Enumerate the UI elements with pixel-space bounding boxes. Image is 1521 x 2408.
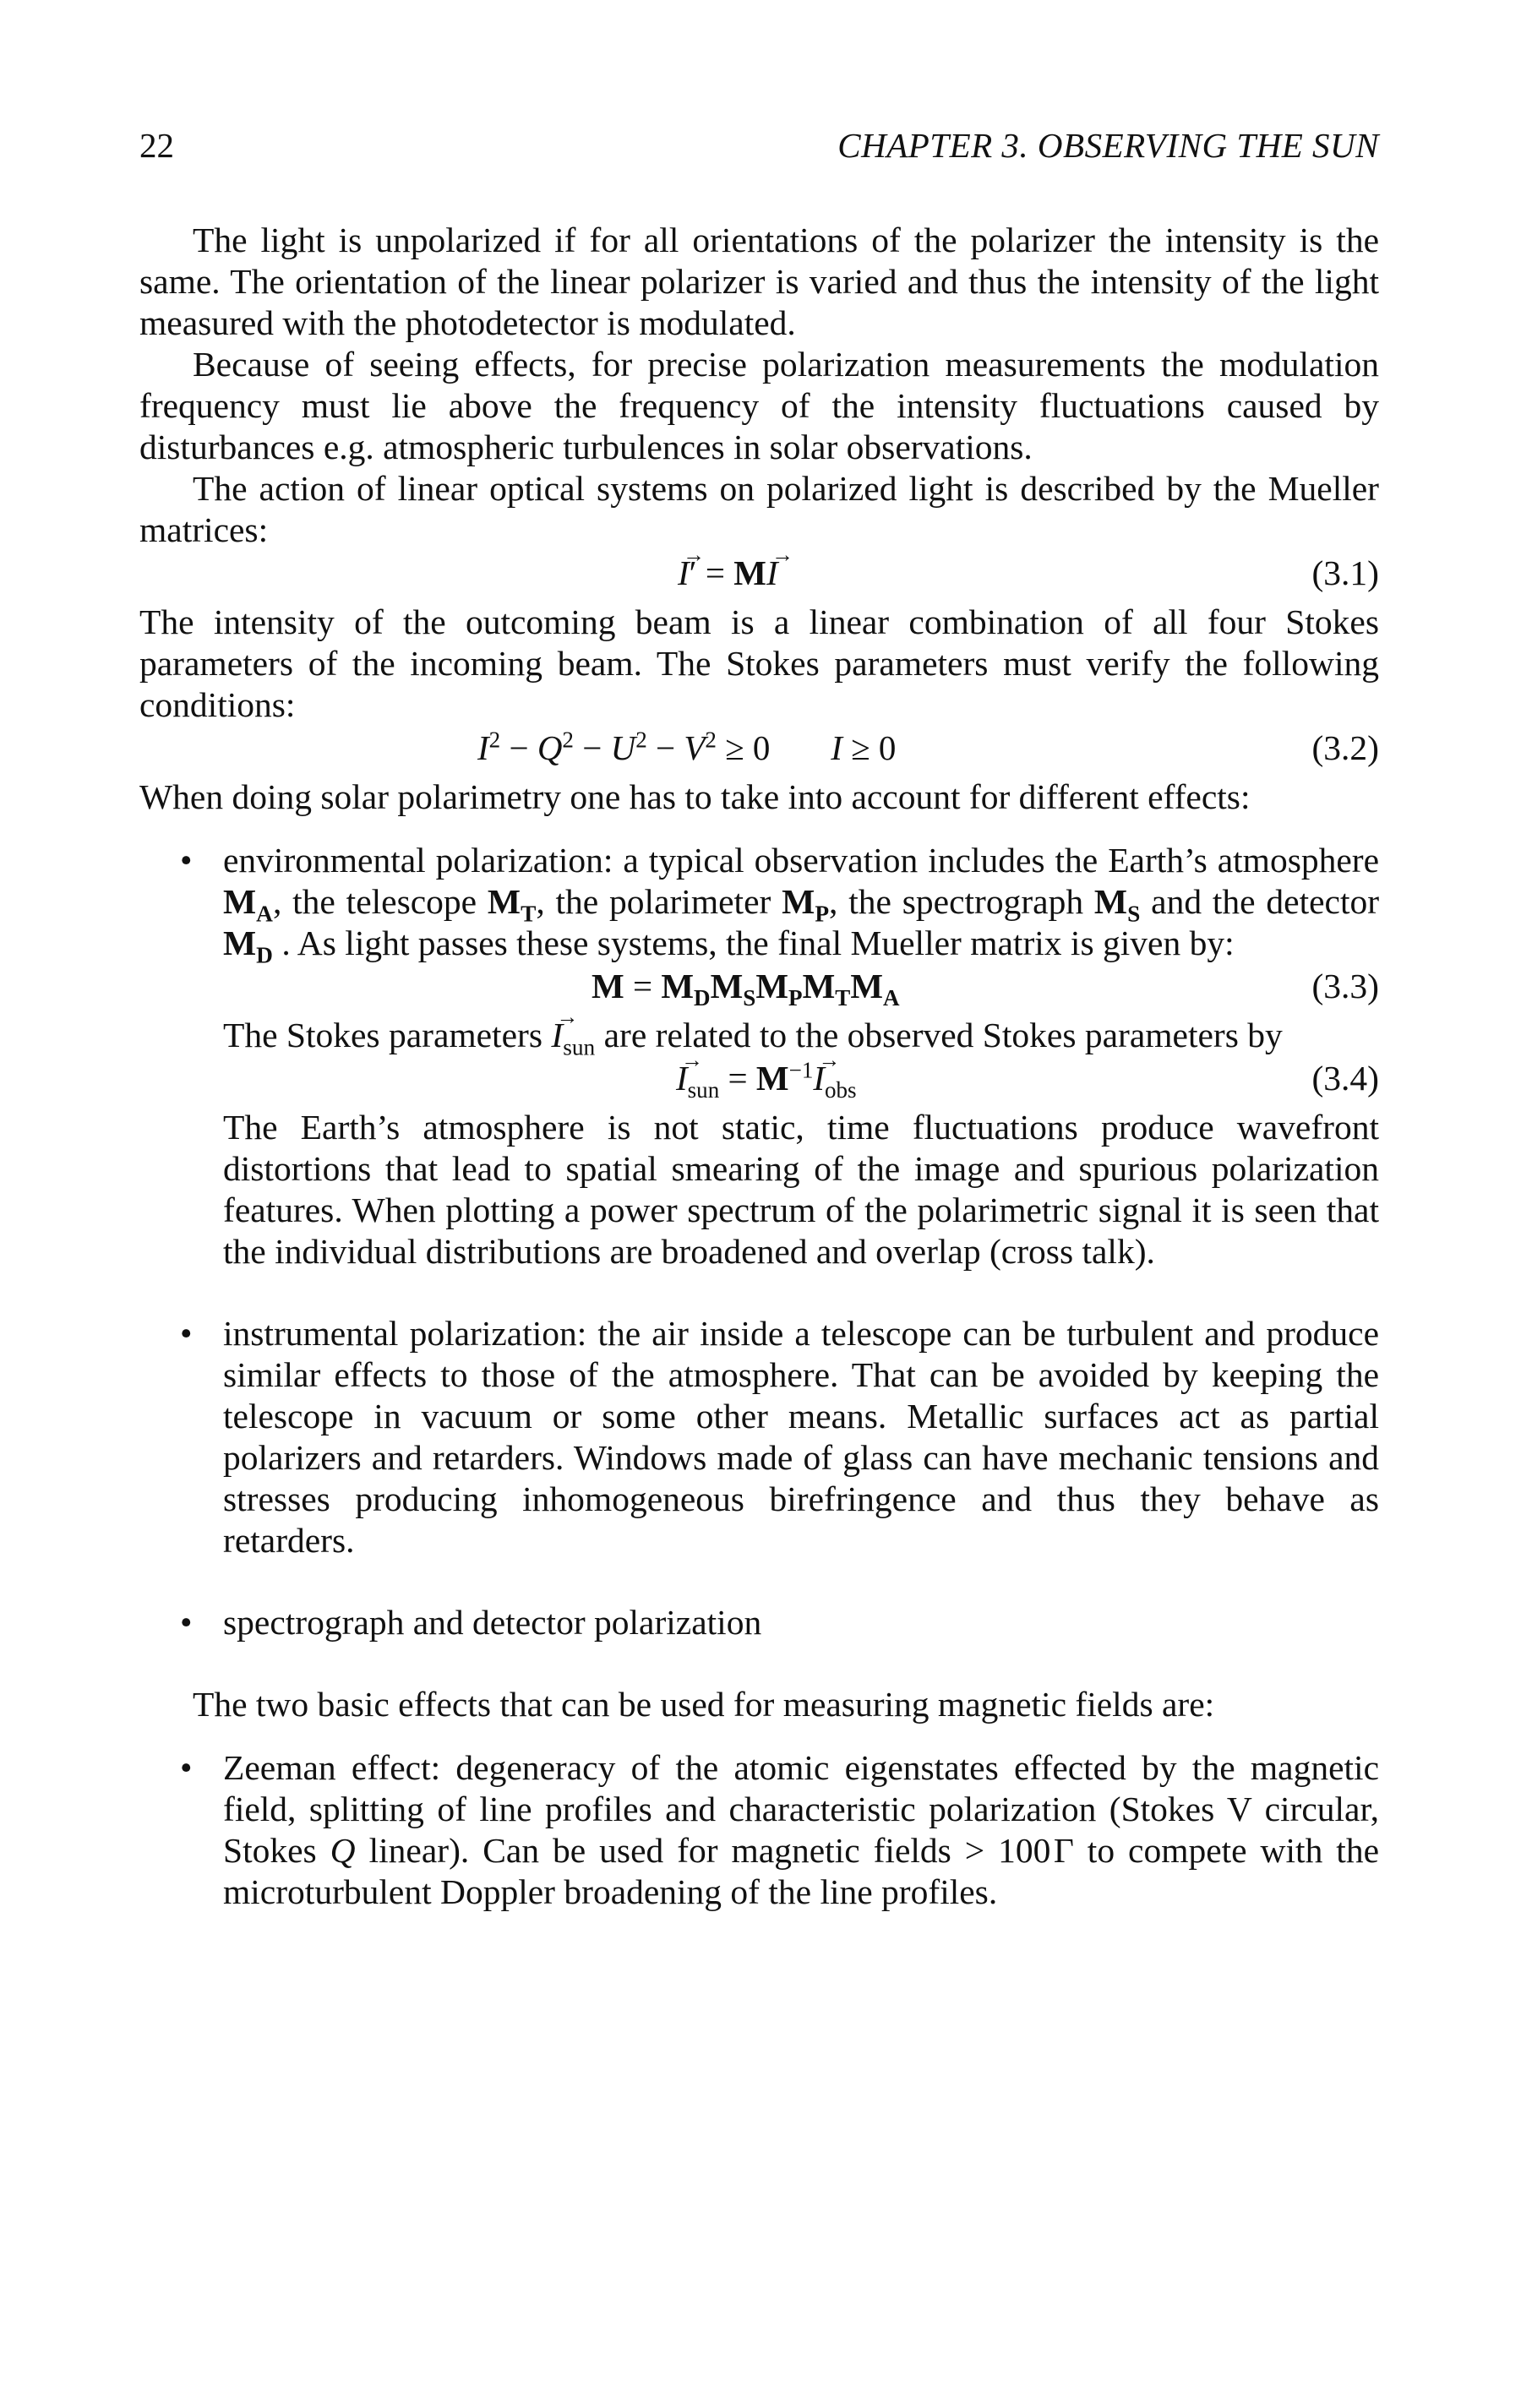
bullet-text: The Earth’s atmosphere is not static, time fluctuations produce wavefront distortions that lead to spatial smearing of the image and spurious polarization features. When plotting a power spectrum of the polarimetric signal it is seen that the individual distributions are broadened and overlap (cross talk). <box>223 1108 1379 1271</box>
running-title: CHAPTER 3. OBSERVING THE SUN <box>837 126 1379 165</box>
paragraph: When doing solar polarimetry one has to take into account for different effects: <box>139 777 1251 816</box>
paragraph: Because of seeing effects, for precise polarization measurements the modulation frequency must lie above the frequency of the intensity fluctuations caused by disturbances e.g. atmospheric turbulences in solar observations. <box>139 345 1379 466</box>
equation-number: (3.1) <box>1311 553 1379 592</box>
bullet: • <box>180 841 193 880</box>
equation-3-3 <box>223 964 1379 1015</box>
equation-expression: $I^2 - Q^2 - U^2 - V^2 \ge 0$ I ≥ 0 <box>477 727 897 767</box>
equation-number: (3.4) <box>1311 1059 1379 1098</box>
bullet: • <box>180 1314 193 1353</box>
paragraph: The action of linear optical systems on polarized light is described by the Mueller matrices: <box>139 469 1379 549</box>
bullet: • <box>180 1748 193 1787</box>
magnetic-effects-list <box>139 1747 1379 1913</box>
paragraph: The two basic effects that can be used for measuring magnetic fields are: <box>193 1685 1215 1724</box>
list-item <box>139 840 1379 1272</box>
polarization-effects-list <box>139 840 1379 1643</box>
list-item <box>139 1747 1379 1913</box>
equation-3-1 <box>139 551 1379 602</box>
page-number: 22 <box>139 126 174 165</box>
equation-number: (3.3) <box>1311 967 1379 1005</box>
equation-expression: → I′ = M→ I <box>678 553 778 594</box>
equation-expression: $M = M_DM_SM_PM_TM_A$ <box>592 967 900 1011</box>
page-header <box>139 125 1379 176</box>
paragraph: The intensity of the outcoming beam is a linear combination of all four Stokes parameters of the incoming beam. The Stokes parameters must verify the following conditions: <box>139 602 1379 724</box>
bullet-text: The Stokes parameters → $I_{sun}$ are related to the observed Stokes parameters by <box>223 1015 1379 1056</box>
equation-3-2 <box>139 726 1379 776</box>
list-item <box>139 1602 1379 1643</box>
bullet-text: spectrograph and detector polarization <box>223 1603 762 1642</box>
equation-number: (3.2) <box>1311 728 1379 767</box>
bullet-text: Zeeman effect: degeneracy of the atomic eigenstates effected by the magnetic field, splitting of line profiles and characteristic polarization (Stokes V circular, Stokes Q linear). Can be used for magnetic fields > 100 Γ to compete with the microturbulent Doppler broadening of the line profiles. <box>223 1748 1379 1911</box>
equation-expression: → $I_{sun} = M^{-1}\to I_{obs}$ <box>676 1058 857 1099</box>
body-text <box>139 220 1379 1913</box>
bullet-text: environmental polarization: a typical observation includes the Earth’s atmosphere $M_A$, the telescope $M_T$, the polarimeter $M_P$, the spectrograph $M_S$ and the detector $M_D$ . As light passes these systems, the final Mueller matrix is given by: <box>223 841 1380 968</box>
list-item <box>139 1313 1379 1561</box>
paragraph: The light is unpolarized if for all orientations of the polarizer the intensity is the same. The orientation of the linear polarizer is varied and thus the intensity of the light measured with the photodetector is modulated. <box>139 221 1379 342</box>
equation-3-4 <box>223 1056 1379 1107</box>
bullet: • <box>180 1603 193 1642</box>
bullet-text: instrumental polarization: the air inside a telescope can be turbulent and produce similar effects to those of the atmosphere. That can be avoided by keeping the telescope in vacuum or some other means. Metallic surfaces act as partial polarizers and retarders. Windows made of glass can have mechanic tensions and stresses producing inhomogeneous birefringence and thus they behave as retarders. <box>223 1314 1379 1560</box>
